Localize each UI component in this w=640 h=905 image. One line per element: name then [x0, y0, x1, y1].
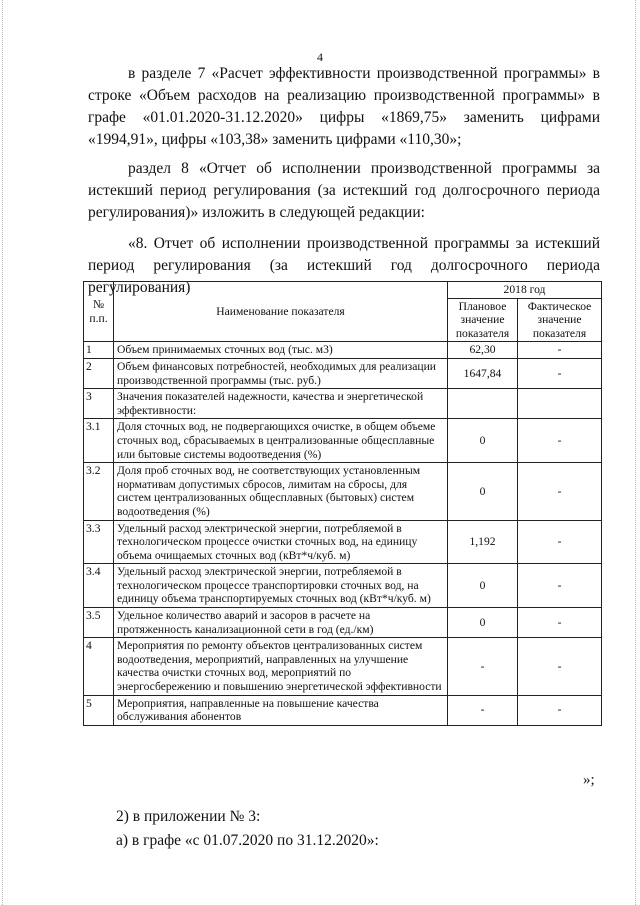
paragraph-section-7-change: в разделе 7 «Расчет эффективности производственной программы» в строке «Объем расходов на реализацию производственной программы» в графе «01.01.2020-31.12.2020» цифры «1869,75» заменить цифрами «1994,91», цифры «103,38» заменить цифрами «110,30»;: [88, 65, 600, 148]
row-planned-value: 1,192: [448, 520, 518, 564]
page-number: 4: [317, 50, 323, 64]
table-row: [84, 342, 602, 359]
table-row: [84, 463, 602, 520]
row-number: 2: [84, 358, 114, 388]
row-planned-value: 0: [448, 463, 518, 520]
table-row: [84, 358, 602, 388]
header-indicator-name: Наименование показателя: [114, 282, 448, 342]
row-indicator-name: Объем финансовых потребностей, необходимых для реализации производственной программы (тыс. руб.): [114, 358, 448, 388]
page-left-edge: [2, 0, 4, 905]
row-indicator-name: Мероприятия по ремонту объектов централизованных систем водоотведения, мероприятий, направленных на улучшение качества очистки сточных вод, мероприятий по энергосбережению и повышению энергетической эффективности: [114, 638, 448, 695]
table-row: [84, 564, 602, 608]
paragraph-section-8-title: «8. Отчет об исполнении производственной программы за истекший период регулирования (за истекший год долгосрочного периода регулирования): [88, 235, 600, 296]
header-planned-value: Плановое значение показателя: [448, 298, 518, 342]
row-indicator-name: Мероприятия, направленные на повышение качества обслуживания абонентов: [114, 695, 448, 725]
row-planned-value: 1647,84: [448, 358, 518, 388]
table-row: [84, 608, 602, 638]
row-planned-value: 0: [448, 564, 518, 608]
appendix-subitem: а) в графе «с 01.07.2020 по 31.12.2020»:: [116, 832, 379, 849]
row-actual-value: -: [518, 358, 602, 388]
row-planned-value: [448, 389, 518, 419]
table-row: [84, 389, 602, 419]
row-planned-value: 0: [448, 608, 518, 638]
row-planned-value: -: [448, 695, 518, 725]
body-text: [88, 63, 600, 299]
row-number: 3.1: [84, 419, 114, 463]
row-indicator-name: Удельный расход электрической энергии, потребляемой в технологическом процессе транспортировки сточных вод, на единицу объема транспортируемых сточных вод (кВт*ч/куб. м): [114, 564, 448, 608]
row-planned-value: 62,30: [448, 342, 518, 359]
row-actual-value: -: [518, 564, 602, 608]
row-number: 3.4: [84, 564, 114, 608]
row-planned-value: 0: [448, 419, 518, 463]
row-actual-value: -: [518, 463, 602, 520]
appendix-heading: 2) в приложении № 3:: [116, 808, 261, 825]
row-actual-value: -: [518, 608, 602, 638]
row-actual-value: -: [518, 638, 602, 695]
table-row: [84, 638, 602, 695]
closing-quote: »;: [583, 772, 595, 788]
header-number: № п.п.: [84, 282, 114, 342]
report-table: [83, 281, 602, 726]
row-actual-value: [518, 389, 602, 419]
table-row: [84, 419, 602, 463]
row-indicator-name: Значения показателей надежности, качества и энергетической эффективности:: [114, 389, 448, 419]
row-number: 3: [84, 389, 114, 419]
row-indicator-name: Доля проб сточных вод, не соответствующих установленным нормативам допустимых сбросов, лимитам на сбросы, для систем централизованных общесплавных (бытовых) систем водоотведения (%): [114, 463, 448, 520]
row-number: 3.3: [84, 520, 114, 564]
row-indicator-name: Удельный расход электрической энергии, потребляемой в технологическом процессе очистки сточных вод, на единицу объема очищаемых сточных вод (кВт*ч/куб. м): [114, 520, 448, 564]
row-number: 3.5: [84, 608, 114, 638]
row-number: 4: [84, 638, 114, 695]
row-number: 5: [84, 695, 114, 725]
header-actual-value: Фактическое значение показателя: [518, 298, 602, 342]
paragraph-section-8-change: раздел 8 «Отчет об исполнении производственной программы за истекший период регулирования (за истекший год долгосрочного периода регулирования)» изложить в следующей редакции:: [88, 160, 600, 221]
row-indicator-name: Объем принимаемых сточных вод (тыс. м3): [114, 342, 448, 359]
row-indicator-name: Удельное количество аварий и засоров в расчете на протяженность канализационной сети в год (ед./км): [114, 608, 448, 638]
row-number: 3.2: [84, 463, 114, 520]
row-indicator-name: Доля сточных вод, не подвергающихся очистке, в общем объеме сточных вод, сбрасываемых в централизованные общесплавные или бытовые системы водоотведения (%): [114, 419, 448, 463]
row-planned-value: -: [448, 638, 518, 695]
row-number: 1: [84, 342, 114, 359]
row-actual-value: -: [518, 419, 602, 463]
page-right-edge: [635, 0, 637, 905]
row-actual-value: -: [518, 695, 602, 725]
table-row: [84, 520, 602, 564]
row-actual-value: -: [518, 342, 602, 359]
table-row: [84, 695, 602, 725]
header-year: 2018 год: [448, 282, 602, 299]
row-actual-value: -: [518, 520, 602, 564]
